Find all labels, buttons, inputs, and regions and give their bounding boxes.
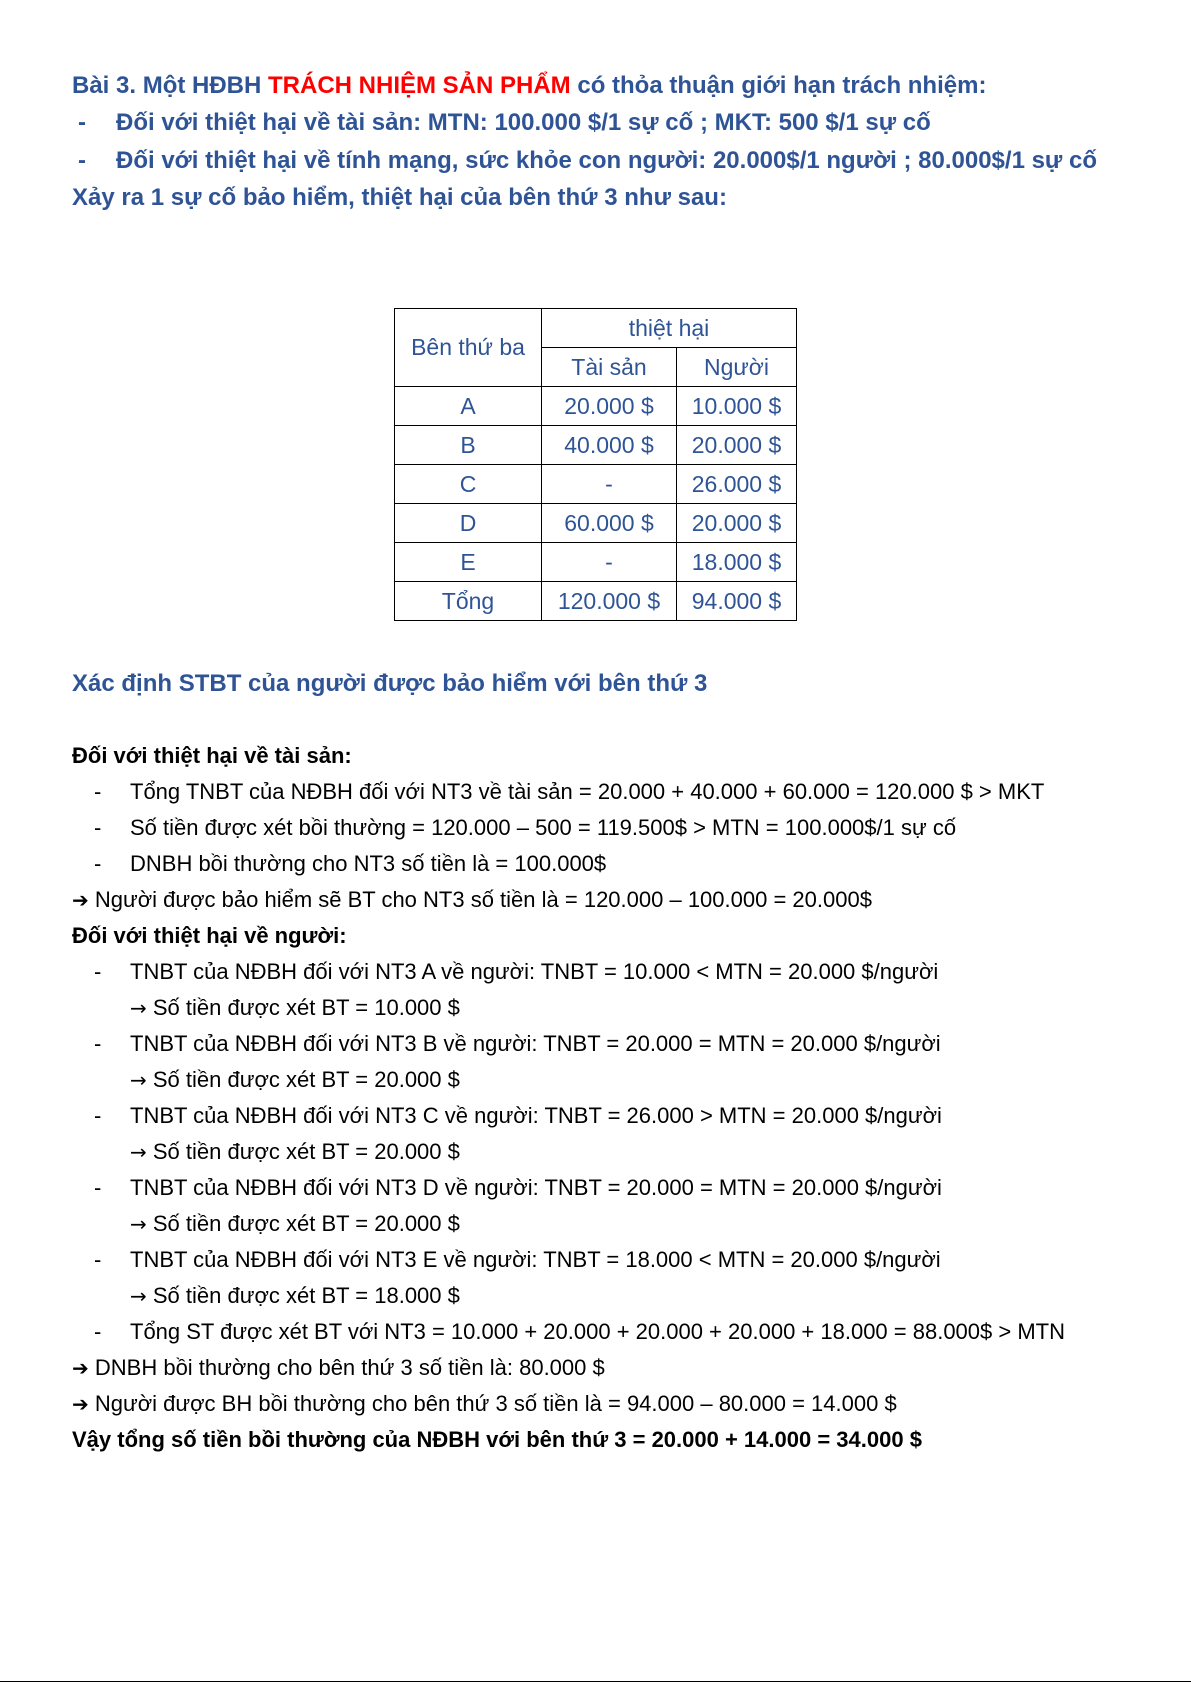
bold-arrow-icon: ➔: [72, 1392, 89, 1416]
list-item-result: → Số tiền được xét BT = 10.000 $: [130, 995, 460, 1020]
list-item: - TNBT của NĐBH đối với NT3 B về người: TNBT = 20.000 = MTN = 20.000 $/người: [94, 1031, 941, 1056]
table-total-row: Tổng 120.000 $ 94.000 $: [395, 582, 797, 621]
product-liability-highlight: TRÁCH NHIỆM SẢN PHẨM: [268, 72, 571, 99]
list-item: - TNBT của NĐBH đối với NT3 C về người: TNBT = 26.000 > MTN = 20.000 $/người: [94, 1103, 942, 1128]
problem-title: Bài 3. Một HĐBH TRÁCH NHIỆM SẢN PHẨM có thỏa thuận giới hạn trách nhiệm:: [72, 72, 987, 99]
bold-arrow-icon: ➔: [72, 1356, 89, 1380]
table-row: E - 18.000 $: [395, 543, 797, 582]
table-row: D 60.000 $ 20.000 $: [395, 504, 797, 543]
table-row: B 40.000 $ 20.000 $: [395, 426, 797, 465]
solution-section: [72, 666, 1132, 1458]
bold-arrow-icon: ➔: [72, 888, 89, 912]
list-item: - Tổng ST được xét BT với NT3 = 10.000 + 20.000 + 20.000 + 20.000 + 18.000 = 88.000$ > MTN: [94, 1319, 1065, 1344]
header-property: Tài sản: [542, 348, 677, 387]
damage-table: [394, 308, 797, 621]
header-person: Người: [677, 348, 797, 387]
list-item-result: → Số tiền được xét BT = 20.000 $: [130, 1067, 460, 1092]
list-item: - TNBT của NĐBH đối với NT3 E về người: TNBT = 18.000 < MTN = 20.000 $/người: [94, 1247, 941, 1272]
arrow-icon: →: [130, 1140, 147, 1164]
list-item-result: → Số tiền được xét BT = 20.000 $: [130, 1139, 460, 1164]
person-conclusion-insurer: ➔ DNBH bồi thường cho bên thứ 3 số tiền là: 80.000 $: [72, 1355, 605, 1380]
table-row: A 20.000 $ 10.000 $: [395, 387, 797, 426]
arrow-icon: →: [130, 996, 147, 1020]
list-item-result: → Số tiền được xét BT = 18.000 $: [130, 1283, 460, 1308]
property-conclusion: ➔ Người được bảo hiểm sẽ BT cho NT3 số tiền là = 120.000 – 100.000 = 20.000$: [72, 887, 872, 912]
table-row: C - 26.000 $: [395, 465, 797, 504]
final-answer: Vậy tổng số tiền bồi thường của NĐBH với bên thứ 3 = 20.000 + 14.000 = 34.000 $: [72, 1427, 922, 1452]
arrow-icon: →: [130, 1068, 147, 1092]
arrow-icon: →: [130, 1212, 147, 1236]
solution-heading: Xác định STBT của người được bảo hiểm với bên thứ 3: [72, 670, 708, 697]
list-item: - DNBH bồi thường cho NT3 số tiền là = 100.000$: [94, 851, 607, 876]
limit-property-item: - Đối với thiệt hại về tài sản: MTN: 100.000 $/1 sự cố ; MKT: 500 $/1 sự cố: [78, 109, 931, 136]
header-third-party: Bên thứ ba: [395, 309, 542, 387]
page-bottom-rule: [0, 1681, 1191, 1682]
person-heading: Đối với thiệt hại về người:: [72, 923, 347, 948]
limit-person-item: - Đối với thiệt hại về tính mạng, sức khỏe con người: 20.000$/1 người ; 80.000$/1 sự cố: [78, 147, 1097, 174]
list-item: - Tổng TNBT của NĐBH đối với NT3 về tài sản = 20.000 + 40.000 + 60.000 = 120.000 $ > MKT: [94, 779, 1045, 804]
incident-intro: Xảy ra 1 sự cố bảo hiểm, thiệt hại của bên thứ 3 như sau:: [72, 184, 727, 211]
arrow-icon: →: [130, 1284, 147, 1308]
document-page: [72, 68, 1132, 216]
header-damage: thiệt hại: [542, 309, 797, 348]
list-item: - TNBT của NĐBH đối với NT3 A về người: TNBT = 10.000 < MTN = 20.000 $/người: [94, 959, 939, 984]
list-item: - TNBT của NĐBH đối với NT3 D về người: TNBT = 20.000 = MTN = 20.000 $/người: [94, 1175, 942, 1200]
property-heading: Đối với thiệt hại về tài sản:: [72, 743, 352, 768]
list-item-result: → Số tiền được xét BT = 20.000 $: [130, 1211, 460, 1236]
person-conclusion-insured: ➔ Người được BH bồi thường cho bên thứ 3 số tiền là = 94.000 – 80.000 = 14.000 $: [72, 1391, 897, 1416]
list-item: - Số tiền được xét bồi thường = 120.000 – 500 = 119.500$ > MTN = 100.000$/1 sự cố: [94, 815, 957, 840]
